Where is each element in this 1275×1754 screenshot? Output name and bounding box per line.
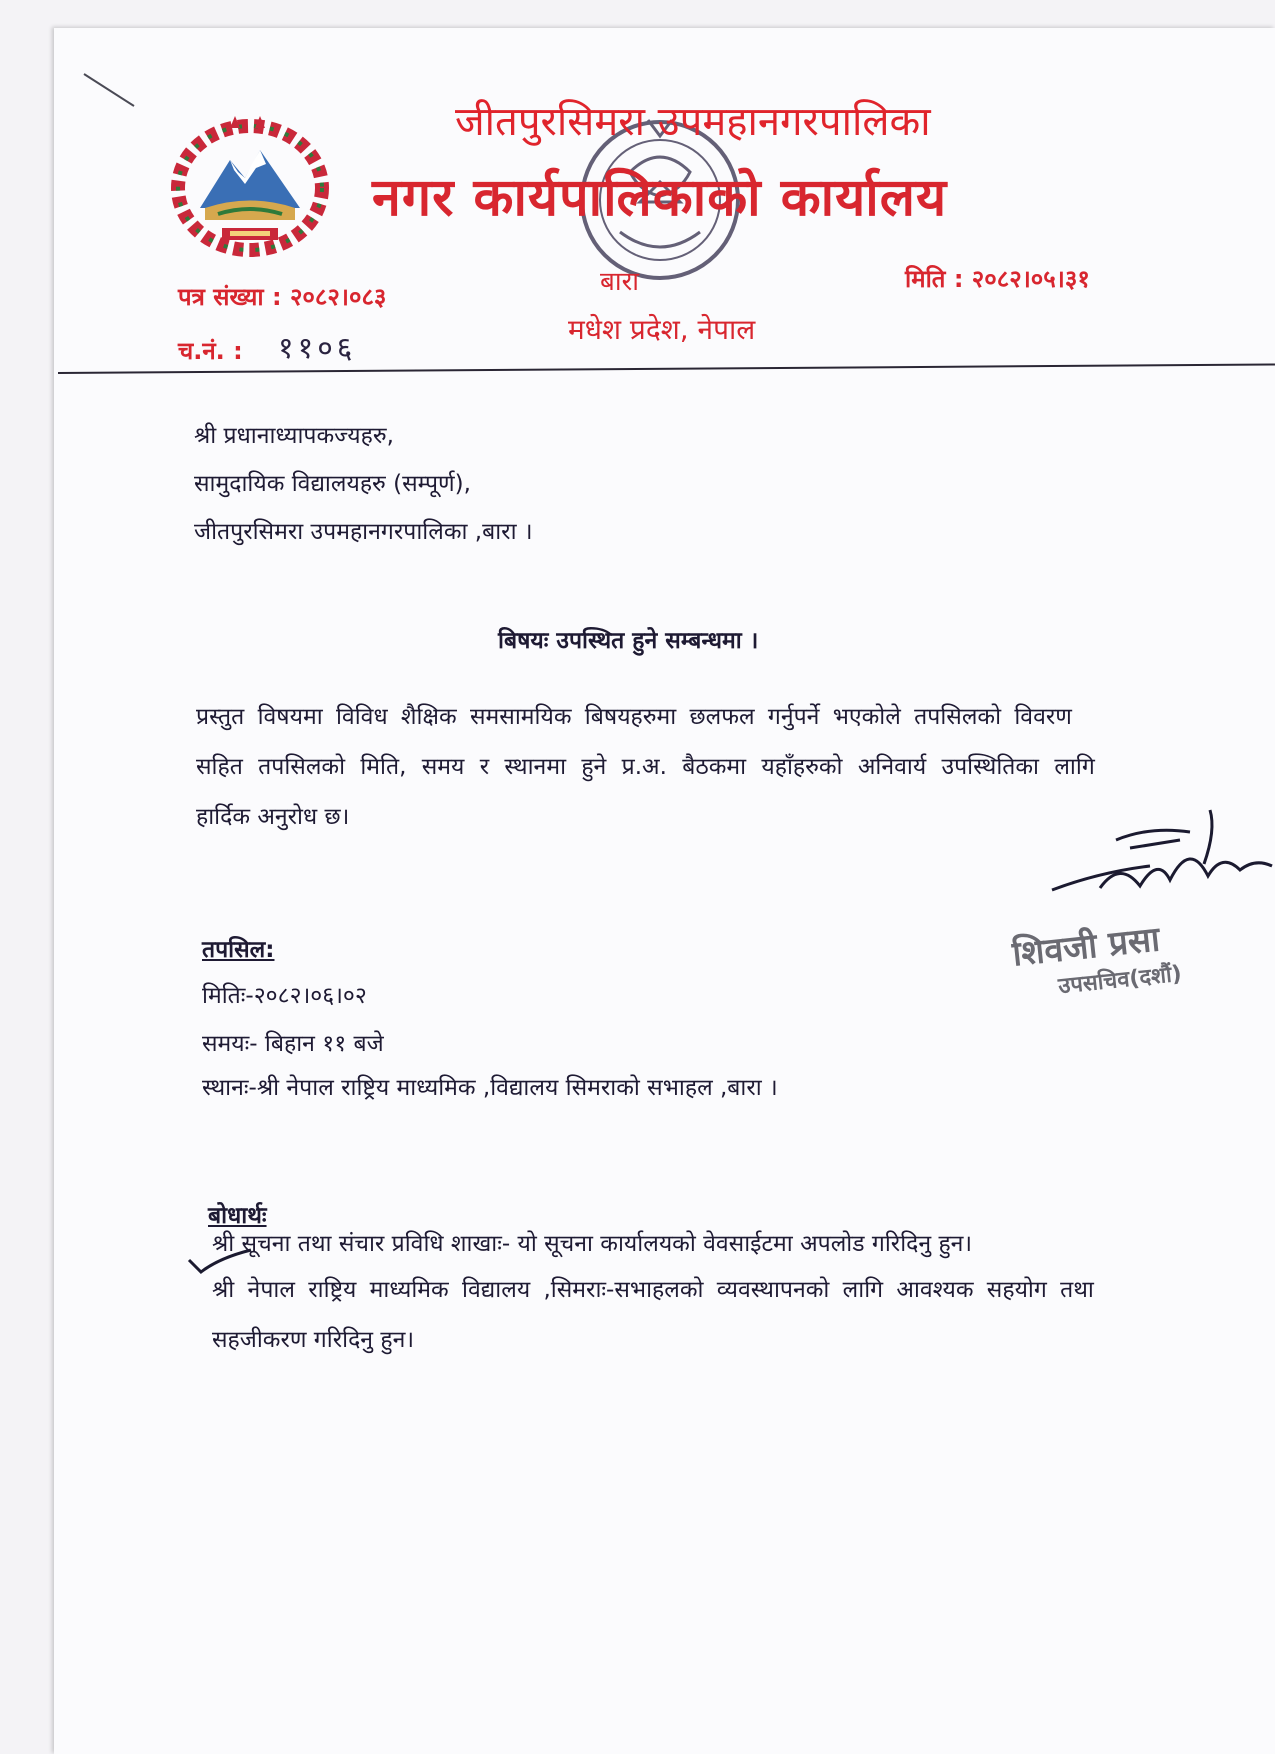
dispatch-number-label: च.नं. :	[178, 337, 243, 365]
details-heading: तपसिल:	[202, 937, 275, 963]
recipient-line-1: श्री प्रधानाध्यापकज्यहरु,	[194, 423, 394, 449]
nepal-emblem-icon	[160, 108, 340, 258]
recipient-line-3: जीतपुरसिमरा उपमहानगरपालिका ,बारा ।	[194, 519, 533, 545]
info-line-2: श्री नेपाल राष्ट्रिय माध्यमिक विद्यालय ,सिमराः-सभाहलको व्यवस्थापनको लागि आवश्यक सहयोग तथा	[212, 1277, 1094, 1303]
signatory-title: उपसचिव(दशौं)	[1057, 961, 1183, 1000]
body-line-3: हार्दिक अनुरोध छ।	[196, 804, 350, 830]
letter-date: मिति : २०८२।०५।३१	[905, 265, 1090, 293]
info-heading: बोधार्थः	[208, 1203, 267, 1229]
dispatch-number-value: ११०६	[278, 331, 357, 366]
municipality-name: जीतपुरसिमरा उपमहानगरपालिका	[455, 99, 931, 145]
province-name: मधेश प्रदेश, नेपाल	[568, 313, 756, 346]
letter-subject: बिषयः उपस्थित हुने सम्बन्धमा ।	[498, 628, 759, 654]
office-name: नगर कार्यपालिकाको कार्यालय	[372, 168, 948, 228]
recipient-line-2: सामुदायिक विद्यालयहरु (सम्पूर्ण),	[194, 471, 471, 497]
pen-mark-icon	[82, 70, 137, 110]
info-line-3: सहजीकरण गरिदिनु हुन।	[212, 1327, 415, 1353]
signature-icon	[1040, 800, 1275, 900]
info-line-1: श्री सूचना तथा संचार प्रविधि शाखाः- यो सूचना कार्यालयको वेवसाईटमा अपलोड गरिदिनु हुन।	[212, 1231, 973, 1257]
details-venue: स्थानः-श्री नेपाल राष्ट्रिय माध्यमिक ,विद्यालय सिमराको सभाहल ,बारा ।	[202, 1075, 778, 1101]
district-name: बारा	[600, 267, 639, 297]
signatory-name: शिवजी प्रसा	[1010, 919, 1162, 975]
body-line-2: सहित तपसिलको मिति, समय र स्थानमा हुने प्र.अ. बैठकमा यहाँहरुको अनिवार्य उपस्थितिका लागि	[196, 754, 1095, 780]
details-time: समयः- बिहान ११ बजे	[202, 1031, 384, 1057]
body-line-1: प्रस्तुत विषयमा विविध शैक्षिक समसामयिक बिषयहरुमा छलफल गर्नुपर्ने भएकोले तपसिलको विवरण	[196, 704, 1072, 730]
details-date: मितिः-२०८२।०६।०२	[202, 983, 367, 1009]
letter-number: पत्र संख्या : २०८२।०८३	[178, 283, 387, 311]
